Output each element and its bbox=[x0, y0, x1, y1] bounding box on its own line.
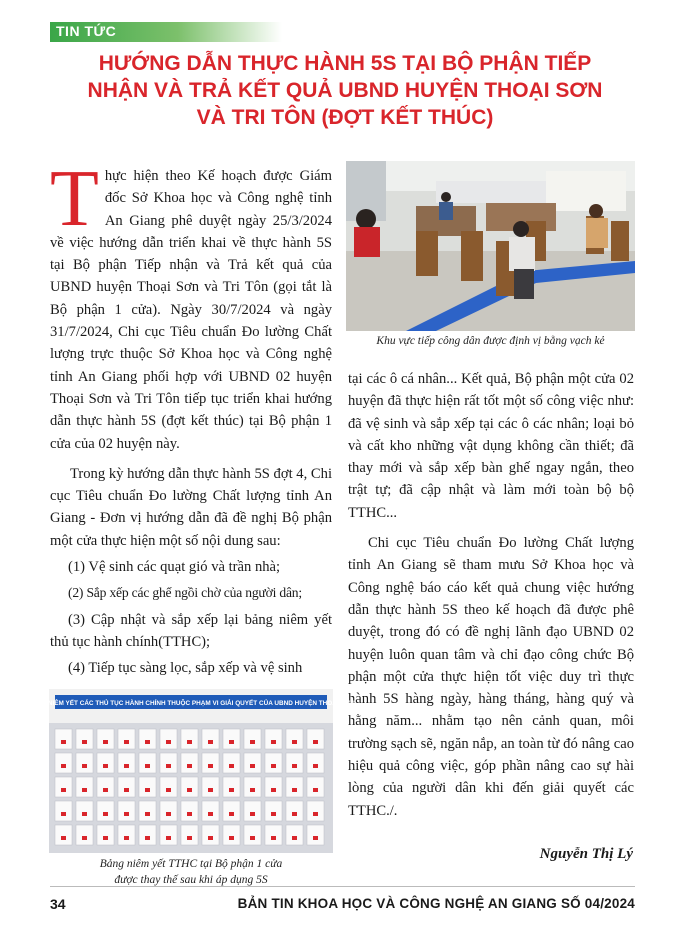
notice-card bbox=[139, 825, 156, 845]
notice-card-mark bbox=[250, 788, 255, 792]
notice-board-photo bbox=[27, 689, 355, 853]
notice-card bbox=[265, 801, 282, 821]
notice-card bbox=[160, 729, 177, 749]
board-photo-caption bbox=[49, 856, 333, 888]
notice-card-mark bbox=[292, 764, 297, 768]
notice-card-mark bbox=[208, 740, 213, 744]
notice-card bbox=[118, 801, 135, 821]
notice-card bbox=[76, 729, 93, 749]
notice-card bbox=[55, 777, 72, 797]
notice-card-mark bbox=[208, 788, 213, 792]
intro-paragraph bbox=[50, 155, 332, 455]
notice-card bbox=[202, 801, 219, 821]
notice-card-mark bbox=[166, 764, 171, 768]
notice-card-mark bbox=[145, 836, 150, 840]
notice-card bbox=[118, 753, 135, 773]
notice-card bbox=[286, 825, 303, 845]
notice-card bbox=[76, 801, 93, 821]
title-line: VÀ TRI TÔN (ĐỢT KẾT THÚC) bbox=[196, 106, 494, 129]
notice-card bbox=[202, 729, 219, 749]
notice-card-mark bbox=[292, 788, 297, 792]
notice-card bbox=[160, 753, 177, 773]
notice-card bbox=[97, 825, 114, 845]
notice-card-mark bbox=[250, 764, 255, 768]
notice-card bbox=[55, 729, 72, 749]
notice-card bbox=[181, 801, 198, 821]
notice-card-mark bbox=[208, 836, 213, 840]
notice-card bbox=[55, 801, 72, 821]
notice-card bbox=[265, 753, 282, 773]
intro-text: hực hiện theo Kế hoạch được Giám đốc Sở Khoa học và Công nghệ tỉnh An Giang phê duyệt ngày 25/3/2024 về việc hướng dẫn triển khai về thực hành 5S tại Bộ phận Tiếp nhận và Trả kết quả của UBND huyện Thoại Sơn và Tri Tôn (gọi tắt là Bộ phận 1 cửa). Ngày 30/7/2024 và ngày 31/7/2024, Chi cục Tiêu chuẩn Đo lường Chất lượng trực thuộc Sở Khoa học và Công nghệ tỉnh An Giang phối hợp với UBND 02 huyện Thoại Sơn và Tri Tôn tiếp tục triển khai hướng dẫn thực hành 5S (đợt kết thúc) tại Bộ phận 1 cửa của 02 huyện này. bbox=[50, 168, 332, 452]
notice-card bbox=[307, 825, 324, 845]
notice-card bbox=[181, 753, 198, 773]
notice-card bbox=[76, 825, 93, 845]
notice-card bbox=[160, 801, 177, 821]
notice-card-mark bbox=[61, 740, 66, 744]
notice-card-mark bbox=[187, 740, 192, 744]
notice-card-mark bbox=[145, 788, 150, 792]
board-banner-text: BẢNG NIÊM YẾT CÁC THỦ TỤC HÀNH CHÍNH THUỘC PHẠM VI GIẢI QUYẾT CỦA UBND HUYỆN THOẠI SƠN bbox=[27, 700, 355, 707]
notice-card-mark bbox=[292, 836, 297, 840]
notice-card-mark bbox=[313, 764, 318, 768]
page-number: 34 bbox=[50, 896, 66, 912]
notice-card-mark bbox=[166, 788, 171, 792]
drop-cap: T bbox=[50, 155, 99, 243]
reception-area-photo bbox=[346, 161, 635, 331]
notice-card bbox=[139, 801, 156, 821]
notice-card-mark bbox=[145, 812, 150, 816]
paragraph: tại các ô cá nhân... Kết quả, Bộ phận một cửa 02 huyện đã thực hiện rất tốt một số công việc như: đã vệ sinh và sắp xếp tại các ô các nhân; loại bỏ và cất kho những vật dụng không cần thiết; đã thay mới và sắp xếp bàn ghế ngay ngắn, theo trật tự; đã cập nhật và làm mới toàn bộ bộ TTHC... bbox=[348, 371, 634, 521]
notice-card bbox=[265, 729, 282, 749]
notice-card bbox=[244, 729, 261, 749]
notice-card bbox=[223, 729, 240, 749]
notice-card-mark bbox=[82, 740, 87, 744]
notice-card bbox=[76, 777, 93, 797]
notice-card bbox=[181, 777, 198, 797]
notice-card-mark bbox=[187, 812, 192, 816]
notice-card-mark bbox=[292, 812, 297, 816]
notice-card bbox=[181, 729, 198, 749]
notice-card bbox=[286, 801, 303, 821]
notice-card-mark bbox=[124, 788, 129, 792]
caption-line: Bảng niêm yết TTHC tại Bộ phận 1 cửa bbox=[99, 858, 283, 870]
notice-card bbox=[307, 729, 324, 749]
notice-card-mark bbox=[124, 812, 129, 816]
notice-card-mark bbox=[82, 836, 87, 840]
notice-card-mark bbox=[187, 836, 192, 840]
notice-card-mark bbox=[103, 812, 108, 816]
notice-card-mark bbox=[166, 836, 171, 840]
notice-card bbox=[97, 729, 114, 749]
notice-card-mark bbox=[271, 836, 276, 840]
notice-card-mark bbox=[208, 812, 213, 816]
notice-board-illustration bbox=[27, 689, 355, 853]
notice-card bbox=[286, 753, 303, 773]
notice-card bbox=[286, 777, 303, 797]
notice-card-mark bbox=[124, 740, 129, 744]
notice-card bbox=[223, 801, 240, 821]
notice-card-mark bbox=[229, 740, 234, 744]
notice-card-mark bbox=[229, 788, 234, 792]
notice-card bbox=[202, 753, 219, 773]
notice-card-mark bbox=[103, 836, 108, 840]
notice-card-mark bbox=[250, 836, 255, 840]
notice-card-mark bbox=[313, 740, 318, 744]
reception-photo-caption: Khu vực tiếp công dân được định vị bằng vạch kẻ bbox=[376, 335, 605, 347]
notice-card-mark bbox=[145, 740, 150, 744]
notice-card bbox=[97, 753, 114, 773]
notice-card-mark bbox=[271, 812, 276, 816]
notice-card-mark bbox=[145, 764, 150, 768]
section-tag: TIN TỨC bbox=[56, 23, 117, 39]
notice-card-mark bbox=[187, 788, 192, 792]
paragraph: Chi cục Tiêu chuẩn Đo lường Chất lượng tỉnh An Giang sẽ tham mưu Sở Khoa học và Công nghệ báo cáo kết quả chung việc hướng dẫn thực hành 5S theo kế hoạch đã được phê duyệt, trong đó có đề nghị lãnh đạo UBND 02 huyện luôn quan tâm và chỉ đạo công chức Bộ phận một cửa thực hiện tốt việc duy trì thực hành 5S hàng ngày, hàng tháng, hàng quý và hằng năm... nhằm tạo nên cảnh quan, môi trường sạch sẽ, ngăn nắp, an toàn từ đó nâng cao hiệu quả công việc, góp phần nâng cao sự hài lòng của người dân khi đến giải quyết các TTHC./. bbox=[348, 535, 634, 819]
notice-card-mark bbox=[313, 812, 318, 816]
notice-card-mark bbox=[103, 740, 108, 744]
notice-card-mark bbox=[229, 836, 234, 840]
notice-card bbox=[223, 777, 240, 797]
notice-card bbox=[286, 729, 303, 749]
article-column-left bbox=[50, 155, 332, 680]
notice-card bbox=[244, 777, 261, 797]
notice-card bbox=[202, 825, 219, 845]
notice-card bbox=[223, 825, 240, 845]
notice-card bbox=[265, 825, 282, 845]
notice-card bbox=[55, 825, 72, 845]
notice-card bbox=[118, 825, 135, 845]
notice-card-mark bbox=[271, 764, 276, 768]
notice-card-mark bbox=[103, 764, 108, 768]
notice-card-mark bbox=[250, 740, 255, 744]
notice-card bbox=[76, 753, 93, 773]
notice-card-mark bbox=[61, 788, 66, 792]
notice-card bbox=[160, 825, 177, 845]
notice-card-mark bbox=[61, 764, 66, 768]
notice-card-mark bbox=[229, 764, 234, 768]
footer-divider bbox=[50, 886, 635, 887]
reception-photo-illustration bbox=[346, 161, 635, 331]
list-item: (1) Vệ sinh các quạt gió và trần nhà; bbox=[68, 559, 281, 576]
title-line: NHẬN VÀ TRẢ KẾT QUẢ UBND HUYỆN THOẠI SƠN bbox=[87, 79, 603, 102]
notice-card bbox=[307, 777, 324, 797]
notice-card bbox=[244, 801, 261, 821]
notice-card-mark bbox=[82, 764, 87, 768]
notice-card-mark bbox=[124, 764, 129, 768]
list-item: (3) Cập nhật và sắp xếp lại bảng niêm yết thủ tục hành chính(TTHC); bbox=[50, 611, 332, 650]
notice-card bbox=[118, 777, 135, 797]
publication-title: BẢN TIN KHOA HỌC VÀ CÔNG NGHỆ AN GIANG SỐ 04/2024 bbox=[237, 896, 635, 911]
notice-card-mark bbox=[103, 788, 108, 792]
paragraph: Trong kỳ hướng dẫn thực hành 5S đợt 4, Chi cục Tiêu chuẩn Đo lường Chất lượng tỉnh An Giang - Đơn vị hướng dẫn đã đề nghị Bộ phận một cửa thực hiện một số nội dung sau: bbox=[50, 465, 332, 549]
notice-card-mark bbox=[82, 788, 87, 792]
notice-card bbox=[223, 753, 240, 773]
notice-card-mark bbox=[313, 836, 318, 840]
notice-card-mark bbox=[61, 836, 66, 840]
notice-card bbox=[118, 729, 135, 749]
notice-card bbox=[307, 753, 324, 773]
notice-card-mark bbox=[124, 836, 129, 840]
notice-card-mark bbox=[166, 812, 171, 816]
notice-card-mark bbox=[271, 788, 276, 792]
list-item: (2) Sắp xếp các ghế ngồi chờ của người dân; bbox=[68, 585, 302, 601]
notice-card-mark bbox=[187, 764, 192, 768]
notice-card bbox=[139, 753, 156, 773]
notice-card-mark bbox=[61, 812, 66, 816]
notice-card-mark bbox=[250, 812, 255, 816]
notice-card-mark bbox=[208, 764, 213, 768]
notice-card bbox=[244, 825, 261, 845]
notice-card bbox=[97, 801, 114, 821]
notice-card-mark bbox=[229, 812, 234, 816]
notice-card bbox=[181, 825, 198, 845]
title-line: HƯỚNG DẪN THỰC HÀNH 5S TẠI BỘ PHẬN TIẾP bbox=[98, 52, 592, 75]
list-item: (4) Tiếp tục sàng lọc, sắp xếp và vệ sinh bbox=[68, 660, 303, 677]
notice-card-mark bbox=[313, 788, 318, 792]
notice-card-mark bbox=[292, 740, 297, 744]
article-column-right bbox=[348, 368, 634, 822]
notice-card bbox=[139, 729, 156, 749]
notice-card bbox=[265, 777, 282, 797]
notice-card bbox=[160, 777, 177, 797]
notice-card-mark bbox=[166, 740, 171, 744]
notice-card-mark bbox=[82, 812, 87, 816]
caption-line: được thay thế sau khi áp dụng 5S bbox=[114, 874, 268, 886]
notice-card bbox=[139, 777, 156, 797]
notice-card bbox=[97, 777, 114, 797]
section-tag-bar bbox=[50, 22, 282, 42]
notice-card bbox=[307, 801, 324, 821]
notice-card bbox=[244, 753, 261, 773]
notice-card bbox=[55, 753, 72, 773]
author-byline: Nguyễn Thị Lý bbox=[539, 846, 633, 862]
article-title bbox=[50, 50, 640, 131]
notice-card-mark bbox=[271, 740, 276, 744]
notice-card bbox=[202, 777, 219, 797]
